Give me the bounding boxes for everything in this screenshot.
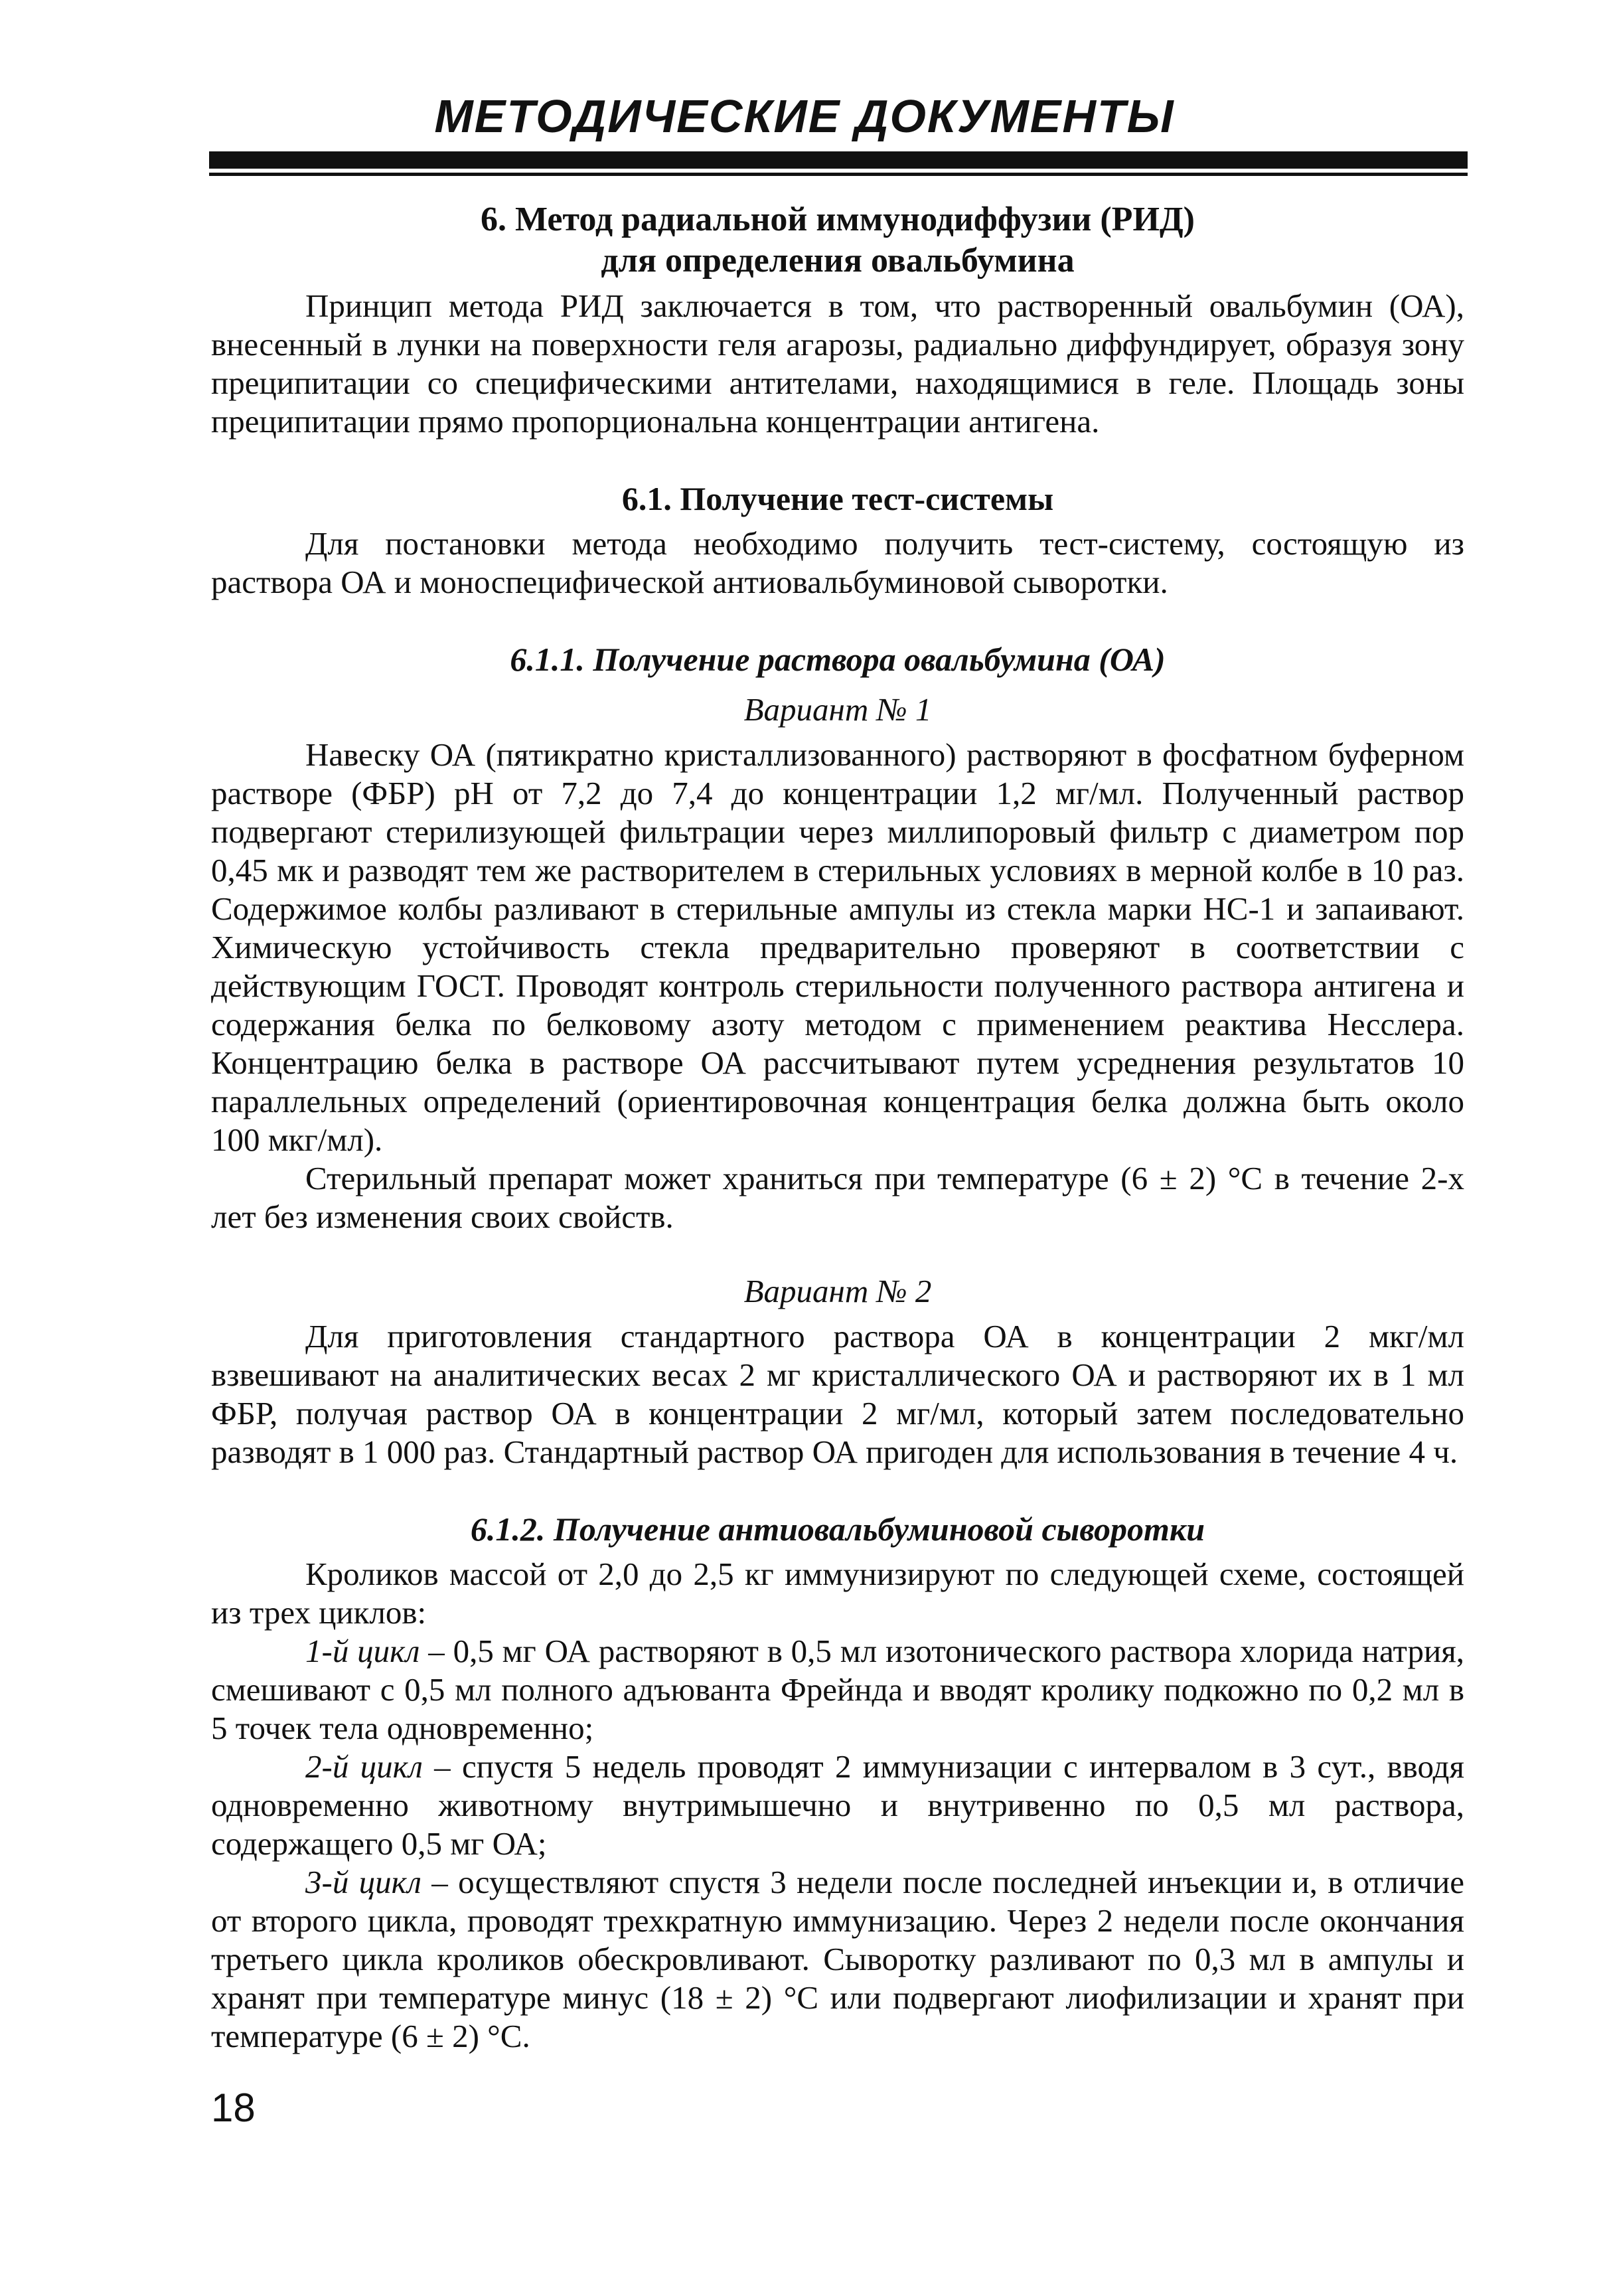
variant-2-title: Вариант № 2 — [743, 1273, 932, 1309]
variant-1-paragraph-2: Стерильный препарат может храниться при температуре (6 ± 2) °С в течение 2-х лет без изменения своих свойств. — [211, 1160, 1464, 1235]
cycle-1-label: 1-й цикл — [305, 1633, 420, 1669]
cycle-2-paragraph — [211, 1748, 1464, 1863]
cycle-3-label: 3-й цикл — [305, 1864, 421, 1900]
section-6-1-paragraph: Для постановки метода необходимо получить тест-систему, состоящую из раствора ОА и моноспецифической антиовальбуминовой сыворотки. — [211, 525, 1464, 600]
section-6-1-2-title: 6.1.2. Получение антиовальбуминовой сыворотки — [470, 1511, 1205, 1548]
running-header: МЕТОДИЧЕСКИЕ ДОКУМЕНТЫ — [434, 90, 1175, 142]
variant-2-paragraph: Для приготовления стандартного раствора ОА в концентрации 2 мкг/мл взвешивают на аналитических весах 2 мг кристаллического ОА и растворяют их в 1 мл ФБР, получая раствор ОА в концентрации 2 мг/мл, который затем последовательно разводят в 1 000 раз. Стандартный раствор ОА пригоден для использования в течение 4 ч. — [211, 1318, 1464, 1470]
cycle-3-paragraph — [211, 1863, 1464, 2056]
cycle-2-label: 2-й цикл — [305, 1748, 423, 1785]
section-6-title-line1: 6. Метод радиальной иммунодиффузии (РИД) — [480, 201, 1195, 238]
variant-1-title: Вариант № 1 — [743, 691, 932, 728]
principle-paragraph: Принцип метода РИД заключается в том, что растворенный овальбумин (ОА), внесенный в лунки на поверхности геля агарозы, радиально диффундирует, образуя зону преципитации со специфическими антителами, находящимися в геле. Площадь зоны преципитации прямо пропорциональна концентрации антигена. — [211, 287, 1464, 440]
header-rule-thin — [209, 173, 1468, 176]
section-6-1-2-intro: Кроликов массой от 2,0 до 2,5 кг иммунизируют по следующей схеме, состоящей из трех циклов: — [211, 1556, 1464, 1631]
header-rule-thick — [209, 151, 1468, 169]
cycle-1-text: – 0,5 мг ОА растворяют в 0,5 мл изотонического раствора хлорида натрия, смешивают с 0,5 мл полного адъюванта Фрейнда и вводят кролику подкожно по 0,2 мл в 5 точек тела одновременно; — [211, 1633, 1464, 1746]
section-6-1-1-title: 6.1.1. Получение раствора овальбумина (ОА) — [510, 641, 1166, 678]
page-number: 18 — [211, 2086, 256, 2130]
cycle-1-paragraph — [211, 1632, 1464, 1748]
variant-1-paragraph-1: Навеску ОА (пятикратно кристаллизованного) растворяют в фосфатном буферном растворе (ФБР) pH от 7,2 до 7,4 до концентрации 1,2 мг/мл. Полученный раствор подвергают стерилизующей фильтрации через миллипоровый фильтр с диаметром пор 0,45 мк и разводят тем же растворителем в стерильных условиях в мерной колбе в 10 раз. Содержимое колбы разливают в стерильные ампулы из стекла марки НС-1 и запаивают. Химическую устойчивость стекла предварительно проверяют в соответствии с действующим ГОСТ. Проводят контроль стерильности полученного раствора антигена и содержания белка по белковому азоту методом с применением реактива Несслера. Концентрацию белка в растворе ОА рассчитывают путем усреднения результатов 10 параллельных определений (ориентировочная концентрация белка должна быть около 100 мкг/мл). — [211, 736, 1464, 1158]
cycle-2-text: – спустя 5 недель проводят 2 иммунизации с интервалом в 3 сут., вводя одновременно животному внутримышечно и внутривенно по 0,5 мл раствора, содержащего 0,5 мг ОА; — [211, 1748, 1465, 1862]
page-body — [211, 199, 1464, 2056]
section-6-title-line2: для определения овальбумина — [601, 242, 1075, 280]
section-6-1-title: 6.1. Получение тест-системы — [621, 480, 1054, 517]
cycle-3-text: – осуществляют спустя 3 недели после последней инъекции и, в отличие от второго цикла, проводят трехкратную иммунизацию. Через 2 недели после окончания третьего цикла кроликов обескровливают. Сыворотку разливают по 0,3 мл в ампулы и хранят при температуре минус (18 ± 2) °С или подвергают лиофилизации и хранят при температуре (6 ± 2) °С. — [211, 1864, 1464, 2054]
